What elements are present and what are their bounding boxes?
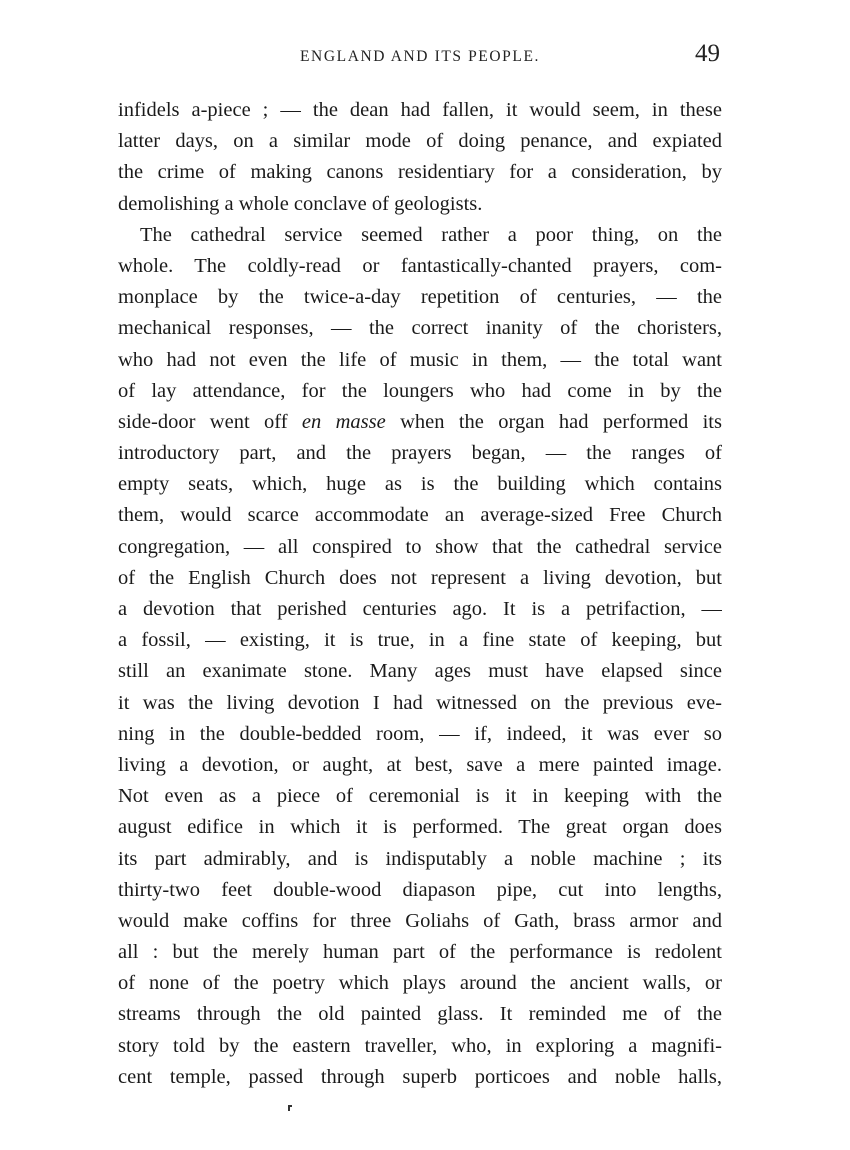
text-line: august edifice in which it is performed. The great organ does — [118, 816, 722, 839]
text-line: its part admirably, and is indisputably a noble machine ; its — [118, 847, 722, 870]
text-line: of lay attendance, for the loungers who had come in by the — [118, 379, 722, 402]
text-line: Not even as a piece of ceremonial is it in keeping with the — [118, 785, 722, 808]
text-line: latter days, on a similar mode of doing penance, and expiated — [118, 130, 722, 153]
italic-phrase: en masse — [301, 410, 386, 433]
text-line: living a devotion, or aught, at best, save a mere painted image. — [118, 753, 722, 776]
text-line: empty seats, which, huge as is the building which contains — [118, 473, 722, 496]
text-line: of none of the poetry which plays around the ancient walls, or — [118, 972, 722, 995]
text-line: story told by the eastern traveller, who, in exploring a magnifi- — [118, 1034, 722, 1057]
paragraph-end-line: demolishing a whole conclave of geologists. — [118, 192, 483, 215]
text-line: a devotion that perished centuries ago. It is a petrifaction, — — [118, 598, 722, 620]
running-head — [118, 40, 722, 70]
text-line: cent temple, passed through superb porticoes and noble halls, — [118, 1065, 722, 1088]
paragraph-start-line: The cathedral service seemed rather a poor thing, on the — [140, 223, 722, 246]
text-line: side-door went off en masse when the organ had performed its — [118, 410, 722, 433]
text-line: monplace by the twice-a-day repetition of centuries, — the — [118, 286, 722, 309]
text-line: streams through the old painted glass. It reminded me of the — [118, 1003, 722, 1026]
body-text — [118, 95, 722, 1093]
text-line: ning in the double-bedded room, — if, indeed, it was ever so — [118, 722, 722, 745]
text-line: them, would scarce accommodate an average-sized Free Church — [118, 504, 722, 527]
text-line: thirty-two feet double-wood diapason pipe, cut into lengths, — [118, 878, 722, 901]
text-line: of the English Church does not represent a living devotion, but — [118, 566, 722, 589]
print-speck — [288, 1105, 292, 1111]
text-line: still an exanimate stone. Many ages must have elapsed since — [118, 660, 722, 683]
text-line: infidels a-piece ; — the dean had fallen, it would seem, in these — [118, 99, 722, 121]
text-line: who had not even the life of music in them, — the total want — [118, 348, 722, 371]
text-line: mechanical responses, — the correct inanity of the choristers, — [118, 317, 722, 340]
text-line: it was the living devotion I had witnessed on the previous eve- — [118, 691, 722, 714]
text-line: a fossil, — existing, it is true, in a fine state of keeping, but — [118, 629, 722, 652]
text-line: whole. The coldly-read or fantastically-chanted prayers, com- — [118, 254, 722, 277]
text-line: would make coffins for three Goliahs of Gath, brass armor and — [118, 909, 722, 932]
running-title: ENGLAND AND ITS PEOPLE. — [299, 48, 541, 65]
text-line: congregation, — all conspired to show that the cathedral service — [118, 535, 722, 558]
text-line: introductory part, and the prayers began, — the ranges of — [118, 442, 722, 465]
page-number: 49 — [695, 40, 720, 67]
text-line: all : but the merely human part of the performance is redolent — [118, 941, 722, 964]
text-line: the crime of making canons residentiary for a consideration, by — [118, 161, 722, 184]
